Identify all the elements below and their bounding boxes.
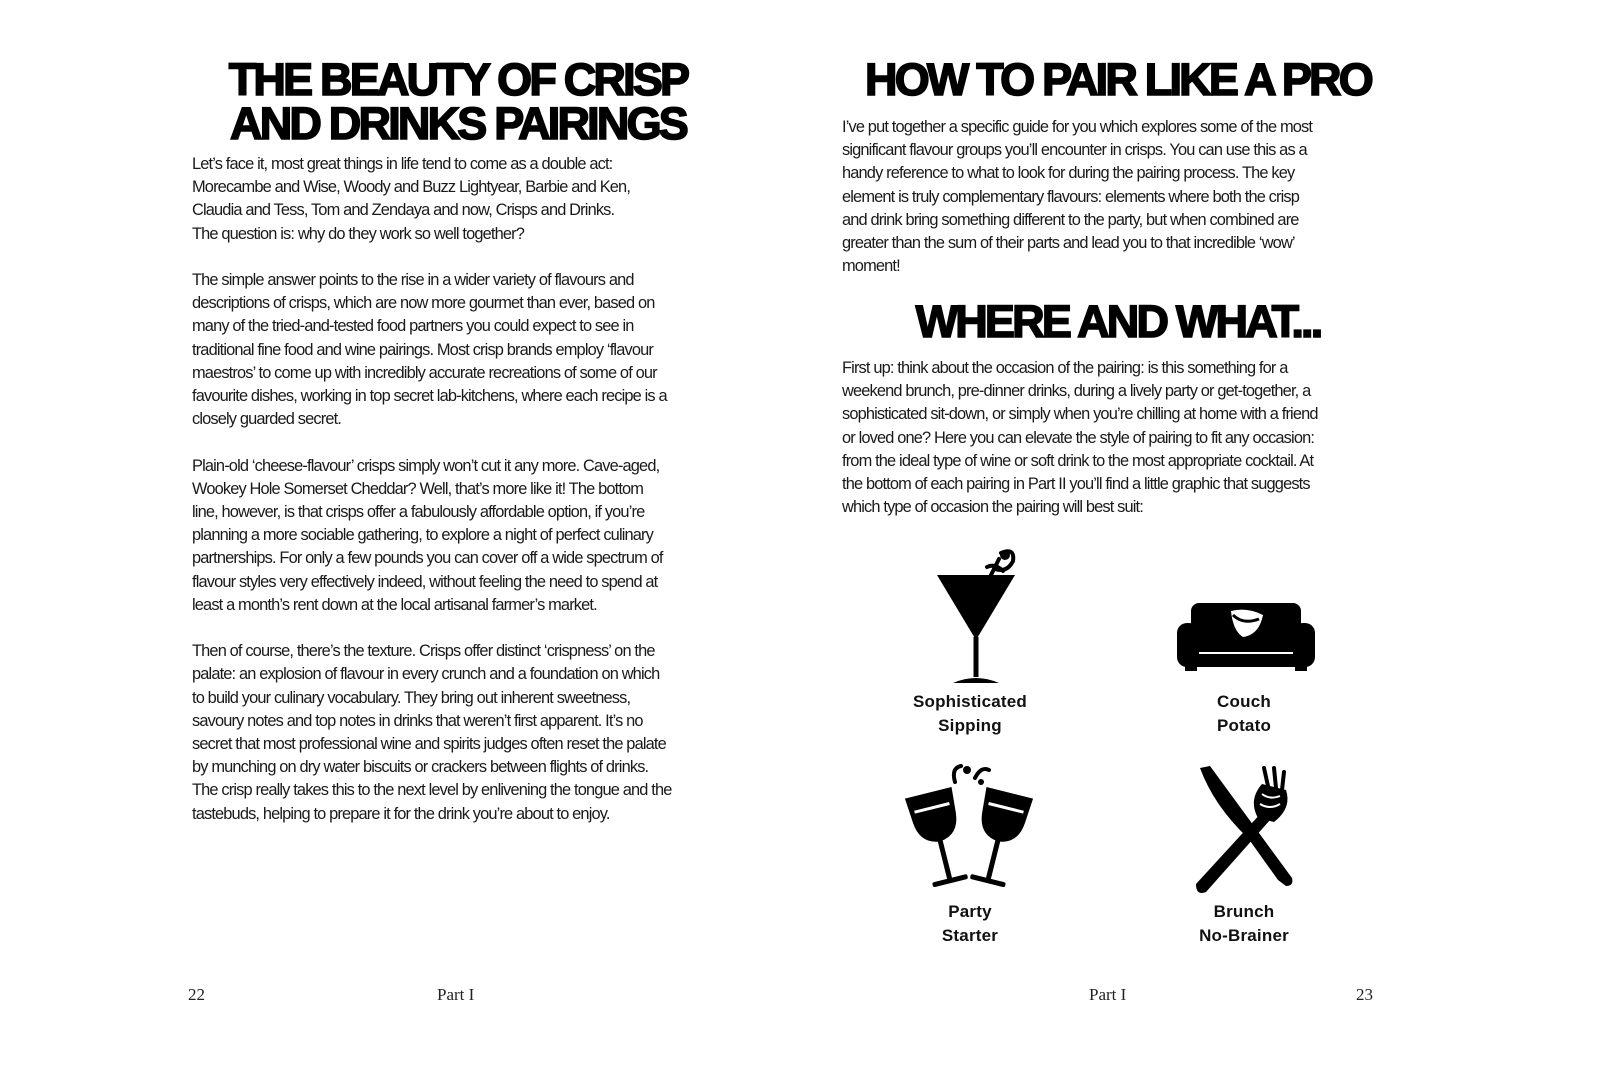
text-line: favourite dishes, working in top secret lab-kitchens, where each recipe is a bbox=[192, 387, 667, 406]
text-line: Claudia and Tess, Tom and Zendaya and now, Crisps and Drinks. bbox=[192, 201, 615, 220]
text-line: I’ve put together a specific guide for you which explores some of the most bbox=[842, 118, 1313, 136]
text-line: flavour styles very effectively indeed, without feeling the need to spend at bbox=[192, 572, 658, 591]
right-page bbox=[800, 0, 1600, 1067]
text-line: Wookey Hole Somerset Cheddar? Well, that’s more like it! The bottom bbox=[192, 479, 644, 498]
occasion-couch-potato bbox=[1154, 545, 1334, 738]
occasion-sophisticated-sipping bbox=[880, 545, 1060, 738]
text-line: significant flavour groups you’ll encounter in crisps. You can use this as a bbox=[842, 141, 1307, 160]
text-line: least a month’s rent down at the local artisanal farmer’s market. bbox=[192, 595, 597, 614]
text-line: partnerships. For only a few pounds you can cover off a wide spectrum of bbox=[192, 549, 663, 568]
occasion-label-line-1: Sophisticated bbox=[912, 692, 1028, 711]
text-line: savoury notes and top notes in drinks that weren’t first apparent. It’s no bbox=[192, 711, 643, 730]
text-line: The crisp really takes this to the next level by enlivening the tongue and the bbox=[192, 781, 672, 800]
martini-glass-icon bbox=[915, 545, 1025, 690]
text-line: from the ideal type of wine or soft drink to the most appropriate cocktail. At bbox=[842, 451, 1314, 470]
left-page-title bbox=[188, 54, 728, 149]
left-title-line-1: THE BEAUTY OF CRISP bbox=[228, 54, 688, 105]
page-number: 23 bbox=[1356, 985, 1373, 1004]
paragraph bbox=[192, 269, 752, 431]
running-footer: Part I bbox=[1089, 985, 1127, 1004]
intro-paragraph bbox=[842, 116, 1402, 278]
occasion-label-line-2: No-Brainer bbox=[1199, 926, 1289, 945]
text-line: moment! bbox=[842, 257, 900, 276]
occasion-label-line-2: Starter bbox=[941, 926, 999, 945]
paragraph bbox=[192, 153, 752, 246]
text-line: element is truly complementary flavours: elements where both the crisp bbox=[842, 187, 1300, 206]
right-page-title: HOW TO PAIR LIKE A PRO bbox=[865, 54, 1371, 105]
text-line: or loved one? Here you can elevate the style of pairing to fit any occasion: bbox=[842, 428, 1315, 447]
text-line: planning a more sociable gathering, to explore a night of perfect culinary bbox=[192, 526, 654, 545]
text-line: First up: think about the occasion of the pairing: is this something for a bbox=[842, 359, 1288, 377]
text-line: weekend brunch, pre-dinner drinks, during a lively party or get-together, a bbox=[842, 382, 1311, 401]
text-line: Let’s face it, most great things in life tend to come as a double act: bbox=[192, 155, 613, 173]
text-line: which type of occasion the pairing will best suit: bbox=[842, 498, 1143, 517]
paragraph bbox=[192, 640, 752, 826]
occasion-label-line-1: Couch bbox=[1217, 692, 1271, 711]
text-line: traditional fine food and wine pairings. Most crisp brands employ ‘flavour bbox=[192, 340, 653, 359]
occasion-paragraph bbox=[842, 357, 1402, 519]
occasion-party-starter bbox=[880, 760, 1060, 948]
paragraph bbox=[192, 455, 752, 617]
left-page-body bbox=[192, 153, 752, 849]
text-line: The simple answer points to the rise in a wider variety of flavours and bbox=[192, 271, 634, 289]
section-heading: WHERE AND WHAT... bbox=[915, 296, 1321, 347]
knife-fork-icon bbox=[1174, 760, 1314, 900]
text-line: Morecambe and Wise, Woody and Buzz Lightyear, Barbie and Ken, bbox=[192, 178, 631, 197]
running-footer: Part I bbox=[437, 985, 475, 1004]
text-line: and drink bring something different to the party, but when combined are bbox=[842, 210, 1299, 229]
text-line: line, however, is that crisps offer a fabulously affordable option, if you’re bbox=[192, 503, 645, 522]
text-line: by munching on dry water biscuits or crackers between flights of drinks. bbox=[192, 758, 649, 777]
sofa-icon bbox=[1169, 545, 1319, 690]
occasion-label-line-1: Brunch bbox=[1213, 902, 1275, 921]
text-line: greater than the sum of their parts and lead you to that incredible ‘wow’ bbox=[842, 234, 1295, 253]
text-line: handy reference to what to look for during the pairing process. The key bbox=[842, 164, 1295, 183]
clinking-glasses-icon bbox=[895, 760, 1045, 900]
text-line: many of the tried-and-tested food partners you could expect to see in bbox=[192, 317, 634, 336]
text-line: Then of course, there’s the texture. Crisps offer distinct ‘crispness’ on the bbox=[192, 642, 655, 661]
text-line: The question is: why do they work so well together? bbox=[192, 224, 525, 243]
text-line: descriptions of crisps, which are now more gourmet than ever, based on bbox=[192, 294, 655, 313]
text-line: palate: an explosion of flavour in every crunch and a foundation on which bbox=[192, 665, 660, 684]
left-title-line-2: AND DRINKS PAIRINGS bbox=[230, 98, 686, 149]
occasion-label-line-2: Potato bbox=[1216, 716, 1272, 735]
text-line: secret that most professional wine and spirits judges often reset the palate bbox=[192, 735, 666, 754]
text-line: tastebuds, helping to prepare it for the drink you’re about to enjoy. bbox=[192, 804, 610, 823]
occasion-label-line-1: Party bbox=[948, 902, 992, 921]
text-line: Plain-old ‘cheese-flavour’ crisps simply won’t cut it any more. Cave-aged, bbox=[192, 456, 660, 475]
text-line: closely guarded secret. bbox=[192, 410, 341, 429]
text-line: the bottom of each pairing in Part II you’ll find a little graphic that suggests bbox=[842, 475, 1310, 494]
text-line: sophisticated sit-down, or simply when you’re chilling at home with a friend bbox=[842, 405, 1318, 424]
occasion-label-line-2: Sipping bbox=[938, 716, 1002, 735]
text-line: maestros’ to come up with incredibly accurate recreations of some of our bbox=[192, 363, 657, 382]
page-number: 22 bbox=[188, 985, 205, 1004]
occasion-brunch-no-brainer bbox=[1154, 760, 1334, 948]
text-line: to build your culinary vocabulary. They bring out inherent sweetness, bbox=[192, 688, 631, 707]
